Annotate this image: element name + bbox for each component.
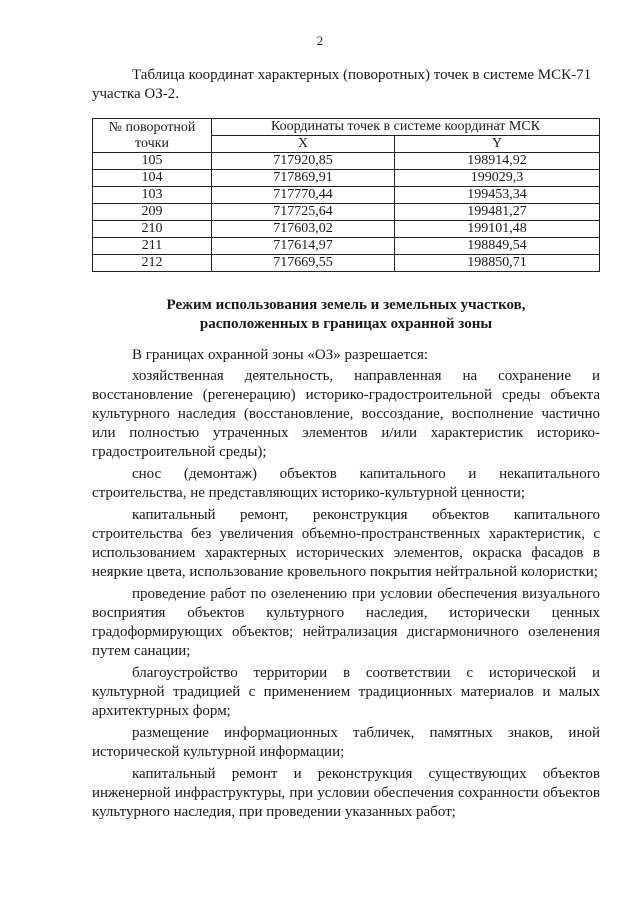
paragraph-repair: капитальный ремонт, реконструкция объектов капитального строительства без увеличения объемно-пространственных характеристик, с использованием характерных исторических элементов, окраска фасадов в неяркие цвета, использование кровельного покрытия нейтральной колористки; [92,507,600,580]
section-heading-line2: расположенных в границах охранной зоны [199,316,493,332]
point-number-cell: 105 [93,153,212,170]
x-coordinate-cell: 717614,97 [212,238,395,255]
table-row [93,255,600,272]
y-coordinate-cell: 199453,34 [395,187,600,204]
table-row [93,204,600,221]
point-number-cell: 210 [93,221,212,238]
x-coordinate-cell: 717669,55 [212,255,395,272]
coordinates-table [92,118,600,272]
x-coordinate-cell: 717725,64 [212,204,395,221]
x-coordinate-cell: 717869,91 [212,170,395,187]
table-row [93,238,600,255]
table-header-row [93,119,600,136]
paragraph-infrastructure: капитальный ремонт и реконструкция существующих объектов инженерной инфраструктуры, при условии обеспечения сохранности объектов культурного наследия, при проведении указанных работ; [92,766,600,820]
table-caption-line2: участка ОЗ-2. [92,86,179,102]
table-row [93,187,600,204]
table-row [93,170,600,187]
y-coordinate-cell: 198849,54 [395,238,600,255]
paragraph-signs: размещение информационных табличек, памятных знаков, иной исторической культурной информации; [92,725,600,760]
paragraph-intro: В границах охранной зоны «ОЗ» разрешается: [132,347,429,363]
page-number: 2 [316,33,324,48]
x-coordinate-cell: 717603,02 [212,221,395,238]
point-number-cell: 209 [93,204,212,221]
header-coordinates: Координаты точек в системе координат МСК [212,119,600,136]
point-number-cell: 104 [93,170,212,187]
x-coordinate-cell: 717770,44 [212,187,395,204]
body-text [92,346,600,825]
point-number-cell: 212 [93,255,212,272]
y-coordinate-cell: 199481,27 [395,204,600,221]
paragraph-landscaping: проведение работ по озеленению при условии обеспечения визуального восприятия объектов культурного наследия, исторически ценных градоформирующих объектов; нейтрализация дисгармоничного озеленения путем санации; [92,586,600,659]
header-point-line1: № поворотной [108,119,196,135]
point-number-cell: 103 [93,187,212,204]
section-heading-line1: Режим использования земель и земельных участков, [166,297,526,313]
table-caption-line1: Таблица координат характерных (поворотных) точек в системе МСК-71 [132,67,592,83]
point-number-cell: 211 [93,238,212,255]
paragraph-economic-activity: хозяйственная деятельность, направленная на сохранение и восстановление (регенерацию) историко-градостроительной среды объекта культурного наследия (восстановление, воссоздание, восполнение частично или полностью утраченных элементов и/или характеристик историко-градостроительной среды); [92,368,600,460]
table-row [93,153,600,170]
header-point-number [93,119,212,153]
y-coordinate-cell: 198850,71 [395,255,600,272]
paragraph-improvement: благоустройство территории в соответствии с исторической и культурной традицией с применением традиционных материалов и малых архитектурных форм; [92,665,600,719]
y-coordinate-cell: 199029,3 [395,170,600,187]
header-y: Y [395,136,600,153]
table-row [93,221,600,238]
header-x: X [212,136,395,153]
paragraph-demolition: снос (демонтаж) объектов капитального и некапитального строительства, не представляющих историко-культурной ценности; [92,466,600,501]
y-coordinate-cell: 199101,48 [395,221,600,238]
y-coordinate-cell: 198914,92 [395,153,600,170]
section-heading [92,296,600,334]
table-caption [92,66,600,104]
x-coordinate-cell: 717920,85 [212,153,395,170]
header-point-line2: точки [135,135,169,151]
